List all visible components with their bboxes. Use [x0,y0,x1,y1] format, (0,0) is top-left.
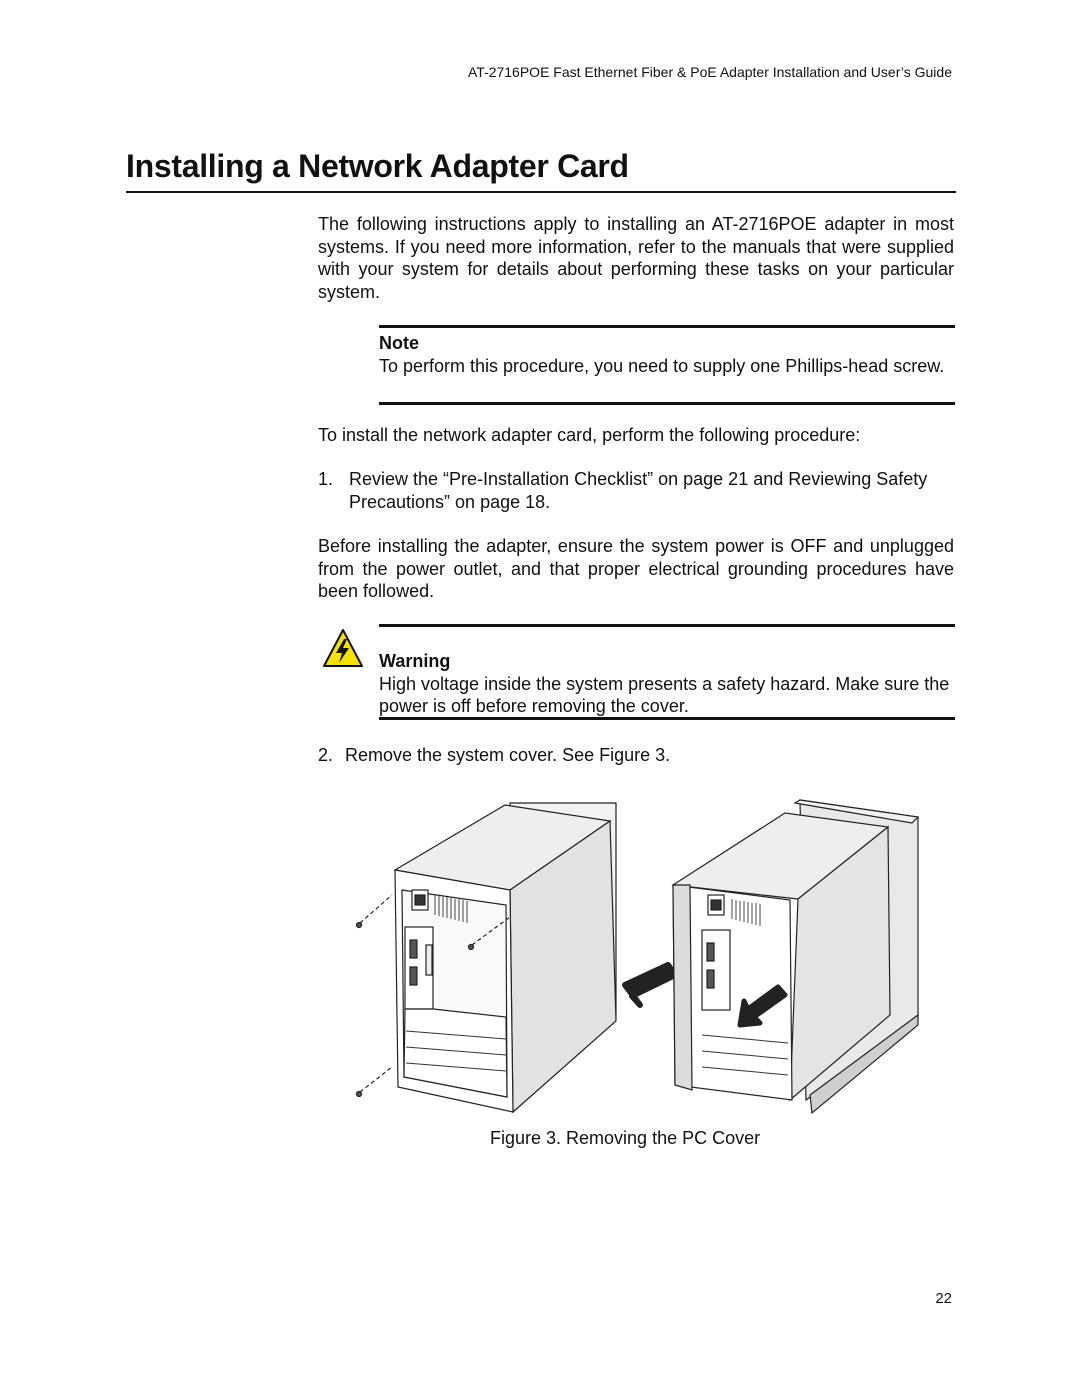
warning-text: High voltage inside the system presents a safety hazard. Make sure the power is off before removing the cover. [379,673,950,716]
warning-box [379,624,955,720]
figure-removing-pc-cover [340,795,930,1130]
list-item-step-1 [318,468,954,513]
procedure-intro: To install the network adapter card, perform the following procedure: [318,425,861,445]
high-voltage-warning-icon [322,628,364,673]
pc-tower-cover-removed [673,800,918,1113]
running-header: AT-2716POE Fast Ethernet Fiber & PoE Adapter Installation and User’s Guide [467,64,952,80]
note-heading: Note [379,333,419,353]
figure-caption: Figure 3. Removing the PC Cover [490,1128,761,1148]
page-number: 22 [935,1290,952,1307]
list-item-step-2 [318,744,954,767]
step-text: Remove the system cover. See Figure 3. [345,745,671,765]
note-text: To perform this procedure, you need to supply one Phillips-head screw. [379,355,945,376]
step-number: 1. [318,469,334,489]
left-arrow [625,965,675,1005]
step-number: 2. [318,745,334,765]
intro-paragraph: The following instructions apply to installing an AT-2716POE adapter in most systems. If you need more information, refer to the manuals that were supplied with your system for details about performing these tasks on your particular system. [318,214,954,302]
pc-tower-with-cover [357,803,617,1112]
note-box [379,325,955,405]
step-text: Review the “Pre-Installation Checklist” on page 21 and Reviewing Safety Precautions” on page 18. [349,469,928,512]
before-paragraph: Before installing the adapter, ensure the system power is OFF and unplugged from the power outlet, and that proper electrical grounding procedures have been followed. [318,536,954,601]
warning-heading: Warning [379,651,451,671]
section-title: Installing a Network Adapter Card [126,148,956,193]
